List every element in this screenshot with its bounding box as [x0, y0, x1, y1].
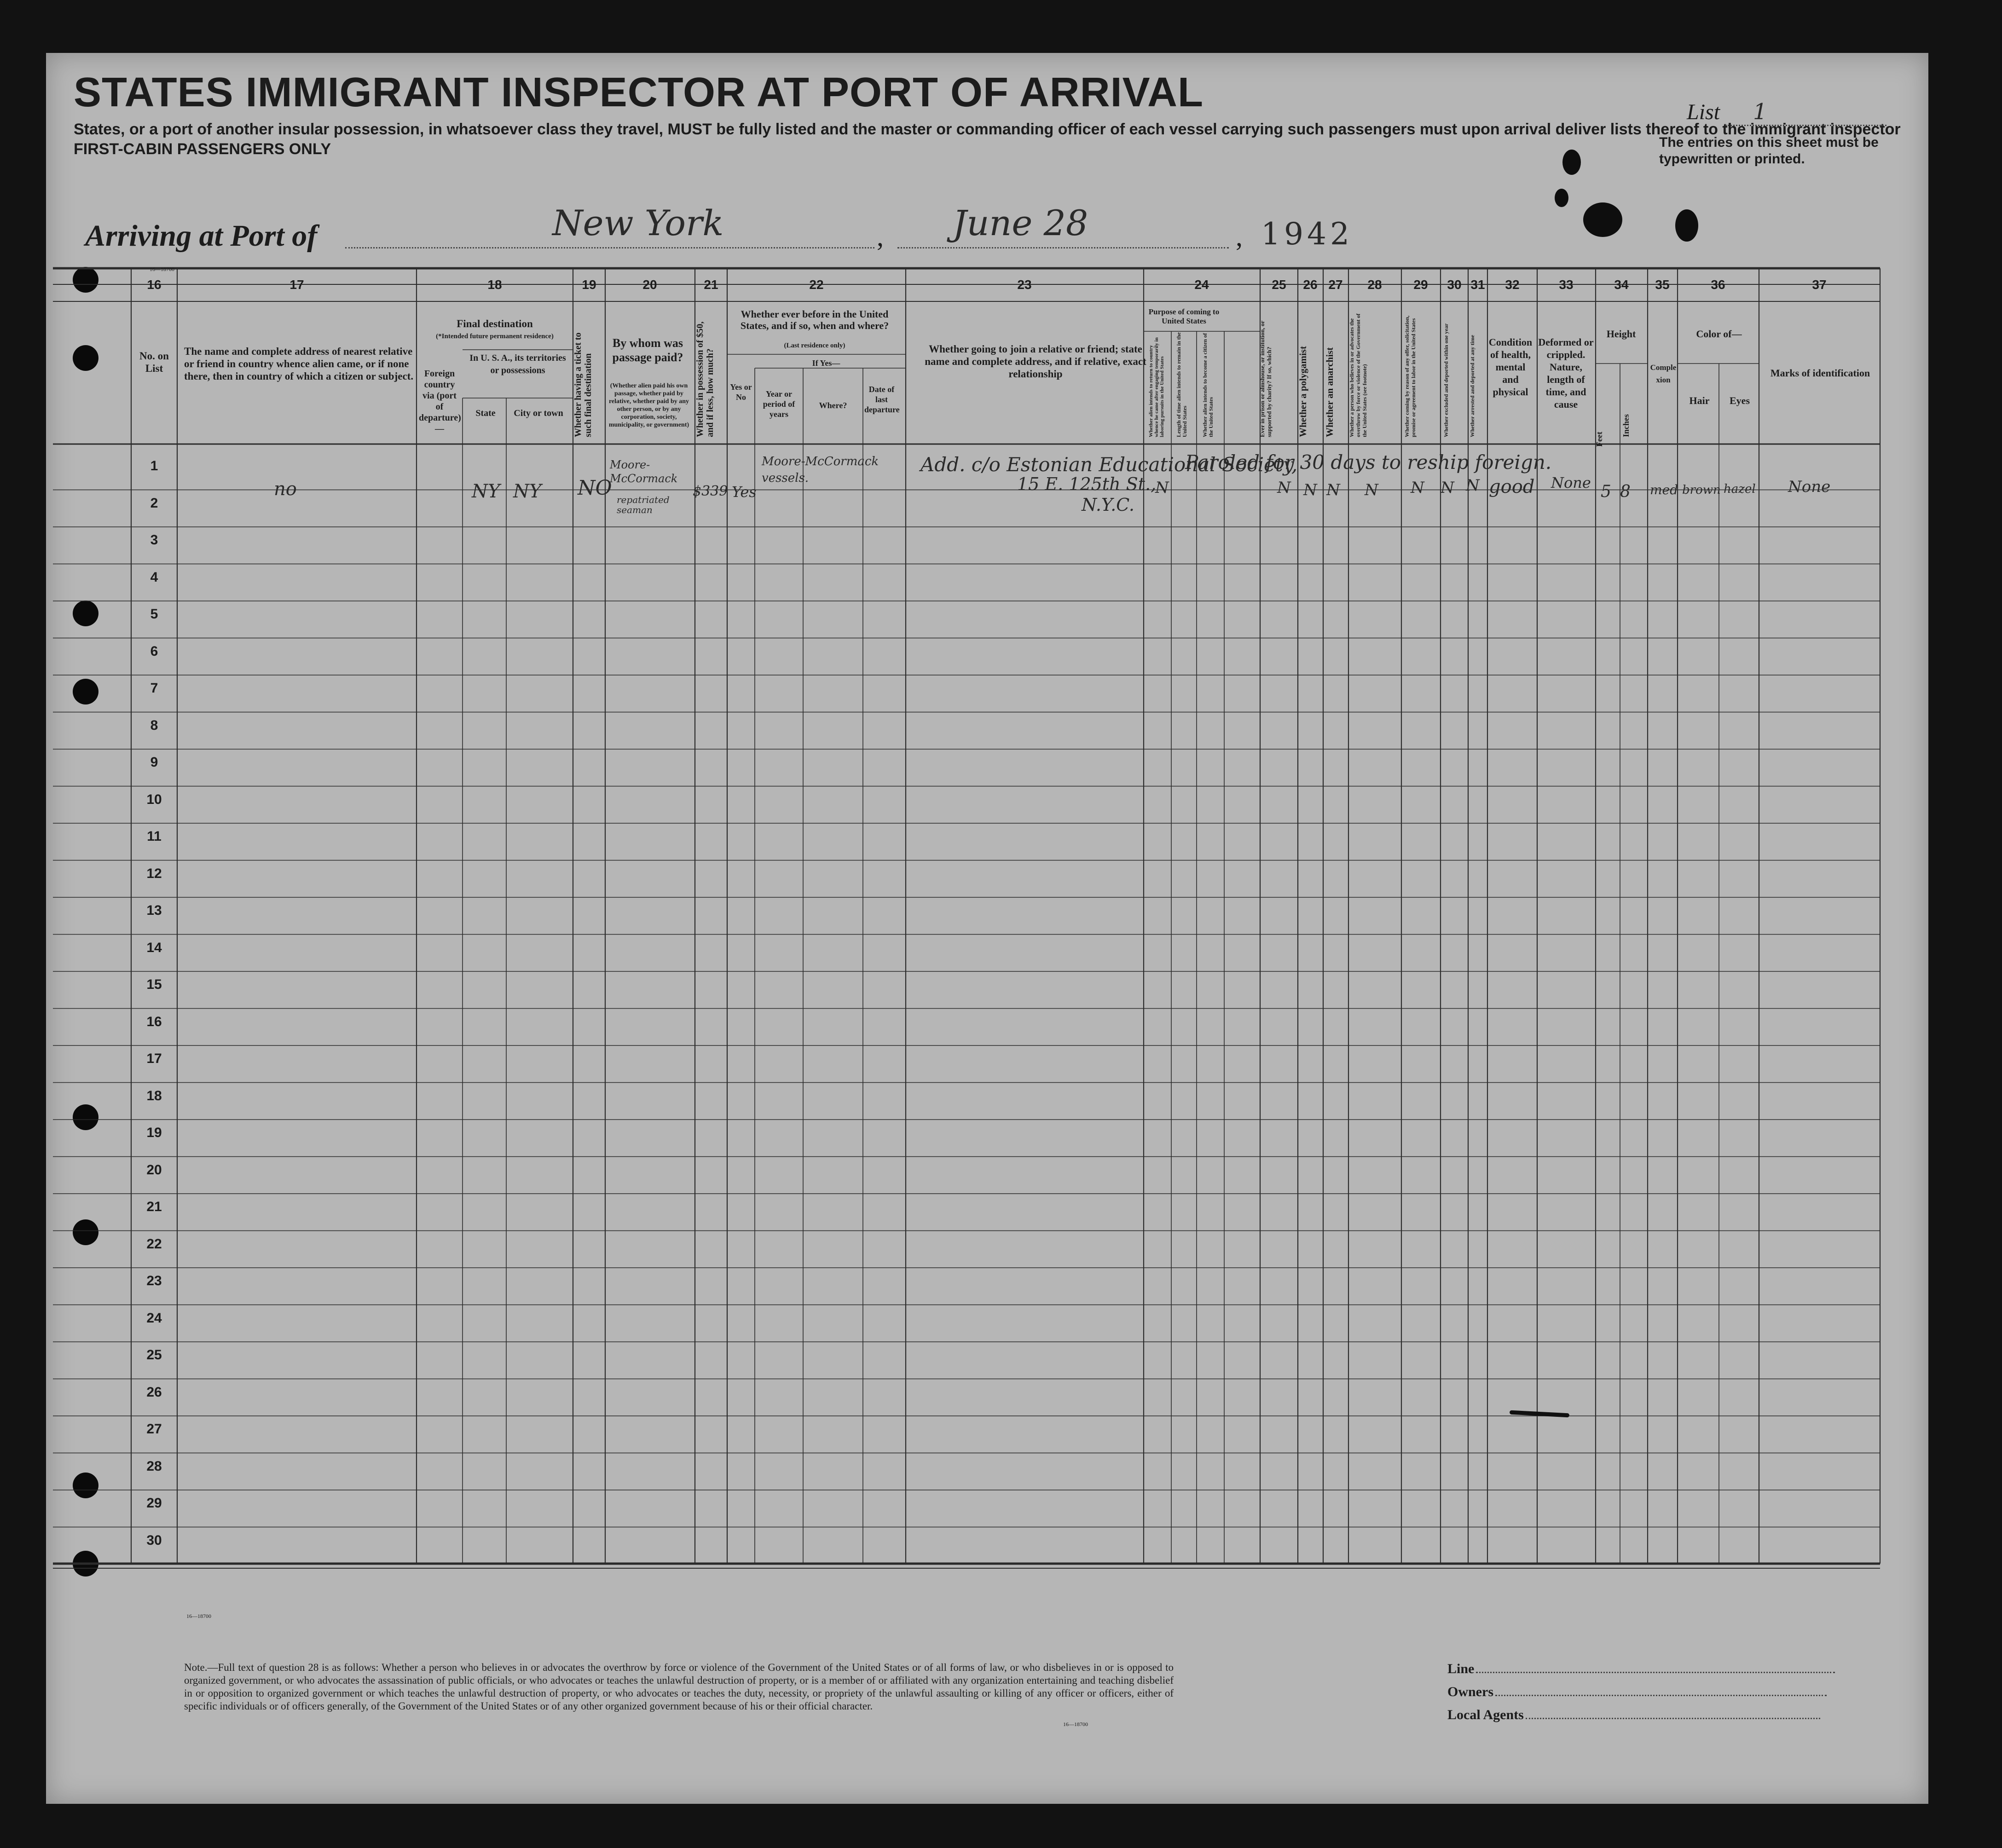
col19-header: Whether having a ticket to such final destination	[573, 332, 593, 437]
col20-header: By whom was passage paid?	[612, 336, 683, 364]
entry-state: NY	[472, 481, 500, 502]
row-number: 1	[150, 458, 158, 474]
entry-flag-24: N	[1155, 479, 1169, 497]
row-number: 16	[146, 1014, 162, 1029]
date-value: June 28	[953, 202, 1088, 243]
column-number: 33	[1559, 277, 1574, 292]
col17-header: The name and complete address of nearest relative or friend in country whence alien came, or if none there, then in country of which a citizen or subject.	[184, 346, 414, 382]
entry-ticket: NO	[578, 476, 612, 500]
col22-year: Year or period of years	[763, 389, 795, 419]
entries-note: The entries on this sheet must be typewritten or printed.	[1659, 135, 1879, 167]
row-number: 27	[146, 1421, 162, 1437]
row-number: 14	[146, 940, 162, 955]
col24-c: Whether alien intends to become a citizen of the United States	[1202, 333, 1214, 437]
arriving-label: Arriving at Port of	[85, 219, 318, 253]
row-number: 11	[147, 829, 162, 844]
col27-header: Whether an anarchist	[1324, 347, 1335, 437]
col18-city: City or town	[514, 408, 563, 418]
column-number: 20	[642, 277, 657, 292]
entry-money: $339	[693, 483, 728, 499]
row-number: 25	[146, 1347, 162, 1363]
list-label-text: List	[1687, 100, 1720, 124]
row-number: 21	[146, 1199, 162, 1214]
column-number: 25	[1272, 277, 1286, 292]
col26-header: Whether a polygamist	[1297, 346, 1308, 437]
first-cabin-label: FIRST-CABIN PASSENGERS ONLY	[74, 140, 331, 158]
row-number: 3	[150, 532, 158, 548]
entry-city: NY	[513, 481, 542, 502]
row-number: 7	[150, 681, 158, 696]
row-number: 5	[150, 606, 158, 622]
col16-header: No. on List	[139, 350, 169, 374]
row-number: 18	[146, 1088, 162, 1103]
entry-join: Add. c/o Estonian Educational Society,	[920, 453, 1298, 476]
col36-hair: Hair	[1689, 395, 1710, 406]
entry-paid-by: Moore-McCormack	[610, 458, 678, 485]
entry-before: Yes	[732, 483, 757, 501]
col20-sub: (Whether alien paid his own passage, whether paid by relative, whether paid by any other person, or by any corporation, society, municipality, or government)	[608, 382, 689, 428]
col30-header: Whether excluded and deported within one year	[1443, 323, 1449, 437]
row-number: 9	[150, 755, 158, 770]
col34-feet: Feet	[1595, 432, 1604, 447]
col18-foreign: Foreign country via (port of departure)—	[419, 369, 461, 434]
entry-marks: None	[1788, 478, 1831, 496]
col21-header: Whether in possession of $50, and if less, how much?	[695, 321, 715, 437]
col22-ifyes: If Yes—	[812, 358, 840, 368]
col22-header: Whether ever before in the United States, and if so, when and where?	[740, 308, 889, 331]
column-number: 19	[582, 277, 596, 292]
col34-inches: Inches	[1621, 414, 1631, 438]
agents-label-text: Local Agents	[1447, 1707, 1524, 1722]
question-28-note: Note.—Full text of question 28 is as follows: Whether a person who believes in or advocates the overthrow by force or violence of the Government of the United States or of all forms of law, or who disbelieves in or is opposed to organized government, or who advocates the assassination of public officials, or who advocates or teaches the unlawful destruction of property, or is a member of or affiliated with any organization entertaining and teaching disbelief in or opposition to organized government or which teaches the unlawful destruction of property, or who advocates or teaches the duty, necessity, or propriety of the unlawful assaulting or killing of any officer or officers, either of specific individuals or of officers generally, of the Government of the United States or of any other organized government because of his or their official character.	[184, 1662, 1174, 1712]
agents-label	[1447, 1707, 1820, 1723]
col24-a: Whether alien intends to return to country whence he came after engaging temporarily in laboring pursuits in the United States	[1148, 337, 1165, 437]
column-number: 18	[487, 277, 502, 292]
owners-label-text: Owners	[1447, 1684, 1493, 1699]
list-number: 1	[1725, 99, 1886, 126]
row-number: 19	[146, 1125, 162, 1140]
comma: ,	[1236, 221, 1243, 252]
col25-header: Ever in prison or almshouse, or institution, or supported by charity? If so, which?	[1259, 321, 1273, 437]
entry-relative: no	[274, 479, 297, 500]
entry-flag-30: N	[1441, 479, 1454, 497]
row-number: 6	[150, 643, 158, 659]
entry-feet: 5	[1601, 482, 1611, 501]
col31-header: Whether arrested and deported at any time	[1469, 335, 1475, 437]
entry-health: good	[1489, 476, 1535, 497]
row-number: 15	[146, 977, 162, 992]
col24-b: Length of time alien intends to remain in the United States	[1175, 332, 1188, 437]
col22-yesno: Yes or No	[730, 382, 752, 402]
entry-complexion: med	[1650, 482, 1678, 497]
entry-join-addr: 15 E. 125th St.,	[1017, 474, 1157, 494]
column-number: 35	[1655, 277, 1670, 292]
row-number: 29	[146, 1496, 162, 1511]
column-number: 31	[1470, 277, 1485, 292]
entry-join-city: N.Y.C.	[1082, 495, 1134, 515]
col36-header: Color of—	[1696, 328, 1742, 340]
line-label-text: Line	[1447, 1661, 1475, 1676]
row-number: 12	[146, 866, 162, 881]
entry-flag-29: N	[1411, 479, 1424, 497]
form-code-top: 16—18700	[150, 266, 174, 272]
row-number: 4	[150, 569, 158, 585]
row-number: 24	[146, 1310, 162, 1326]
owners-field	[1495, 1695, 1827, 1696]
line-label	[1447, 1661, 1835, 1677]
col24-header: Purpose of coming to United States	[1148, 307, 1220, 325]
column-number: 34	[1614, 277, 1629, 292]
column-number: 23	[1017, 277, 1032, 292]
column-number: 28	[1367, 277, 1382, 292]
line-field	[1476, 1672, 1835, 1673]
col18-usa: In U. S. A., its territories or possessions	[469, 353, 566, 375]
entry-flag-28: N	[1365, 481, 1378, 499]
col18-sub: (*Intended future permanent residence)	[436, 333, 554, 340]
entry-eyes: hazel	[1724, 482, 1756, 496]
column-number: 26	[1303, 277, 1318, 292]
row-number: 20	[146, 1162, 162, 1178]
row-number: 26	[146, 1384, 162, 1400]
row-number: 30	[146, 1532, 162, 1548]
entry-flag-26: N	[1303, 481, 1317, 499]
column-number: 21	[704, 277, 718, 292]
row-number: 2	[150, 495, 158, 511]
col34-header: Height	[1606, 328, 1636, 340]
row-number: 23	[146, 1273, 162, 1288]
year-value: 1942	[1261, 216, 1353, 252]
entry-deformed: None	[1551, 474, 1591, 491]
agents-field	[1526, 1718, 1820, 1719]
entry-flag-27: N	[1326, 481, 1340, 499]
column-number: 17	[289, 277, 304, 292]
column-number: 32	[1505, 277, 1520, 292]
entry-hair: brown	[1682, 483, 1721, 497]
col22-sub: (Last residence only)	[784, 342, 845, 349]
row-number: 10	[146, 791, 162, 807]
col22-date: Date of last departure	[864, 385, 900, 414]
form-title: STATES IMMIGRANT INSPECTOR AT PORT OF ARRIVAL	[74, 69, 1204, 116]
column-number: 16	[147, 277, 162, 292]
col33-header: Deformed or crippled. Nature, length of time, and cause	[1538, 336, 1594, 410]
entry-flag-31: N	[1466, 476, 1480, 495]
owners-label	[1447, 1684, 1827, 1700]
column-number: 27	[1328, 277, 1343, 292]
column-number: 29	[1413, 277, 1428, 292]
column-number: 24	[1194, 277, 1209, 292]
port-value: New York	[552, 202, 724, 243]
column-number: 30	[1447, 277, 1462, 292]
form-code-bottom: 16—18700	[186, 1613, 211, 1619]
col32-header: Condition of health, mental and physical	[1488, 336, 1533, 398]
col23-header: Whether going to join a relative or friend; state name and complete address, and if relative, exact relationship	[925, 343, 1146, 380]
col35-header: Complexion	[1650, 363, 1677, 384]
col28-header: Whether a person who believes in or advocates the overthrow by force or violence of the Government of the United States (see footnote)	[1348, 313, 1368, 437]
col22-where: Where?	[819, 401, 847, 410]
entry-paid-by-note: repatriated seaman	[617, 494, 670, 515]
col37-header: Marks of identification	[1770, 367, 1870, 379]
column-number: 36	[1711, 277, 1725, 292]
entry-inches: 8	[1620, 482, 1631, 501]
row-number: 13	[146, 903, 162, 918]
col18-state: State	[475, 408, 496, 418]
column-number: 37	[1812, 277, 1827, 292]
column-number: 22	[809, 277, 824, 292]
col36-eyes: Eyes	[1730, 395, 1750, 406]
entry-flag-25: N	[1277, 479, 1291, 497]
form-subtitle: States, or a port of another insular possession, in whatsoever class they travel, MUST be fully listed and the master or commanding officer of each vessel carrying such passengers must upon arrival deliver lists thereof to the immigrant inspector	[74, 121, 1901, 138]
form-code-footer: 16—18700	[1063, 1721, 1088, 1727]
entry-where: Moore-McCormack vessels.	[762, 455, 879, 485]
row-number: 28	[146, 1458, 162, 1474]
col18-header: Final destination	[457, 318, 533, 329]
col29-header: Whether coming by reason of any offer, solicitation, promise or agreement to labor in the United States	[1404, 315, 1417, 437]
entry-purpose: Paroled for 30 days to reship foreign.	[1185, 451, 1552, 474]
comma: ,	[877, 221, 884, 252]
row-number: 22	[146, 1236, 162, 1252]
row-number: 17	[146, 1051, 162, 1066]
row-number: 8	[150, 717, 158, 733]
